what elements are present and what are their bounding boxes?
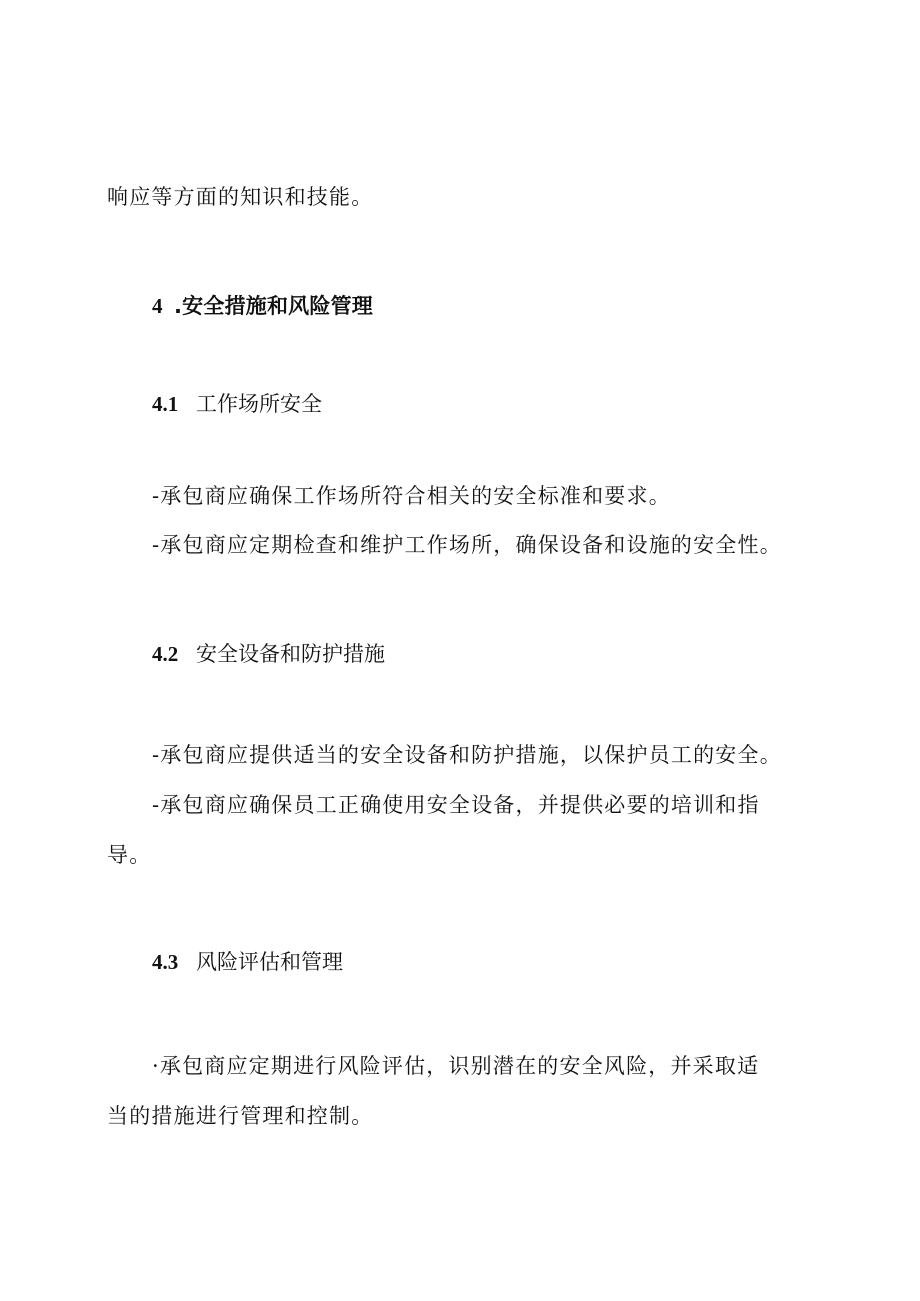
section-heading-4 [152, 292, 373, 320]
subsection-number: 4.1 [152, 392, 179, 416]
list-item: -承包商应提供适当的安全设备和防护措施，以保护员工的安全。 [152, 743, 782, 767]
continuation-paragraph: 响应等方面的知识和技能。 [107, 185, 374, 209]
list-item-continuation: 导。 [107, 843, 152, 867]
list-item-continuation: 当的措施进行管理和控制。 [107, 1104, 374, 1128]
subsection-title: 风险评估和管理 [196, 950, 343, 974]
list-item: -承包商应定期检查和维护工作场所，确保设备和设施的安全性。 [152, 533, 782, 557]
subsection-title: 安全设备和防护措施 [196, 642, 385, 666]
subsection-number: 4.2 [152, 642, 179, 666]
subsection-title: 工作场所安全 [196, 392, 322, 416]
list-item: ·承包商应定期进行风险评估，识别潜在的安全风险，并采取适 [152, 1054, 760, 1078]
list-item: -承包商应确保员工正确使用安全设备，并提供必要的培训和指 [152, 793, 760, 817]
section-title: .安全措施和风险管理 [174, 294, 373, 318]
subsection-heading-4-3 [152, 948, 343, 976]
subsection-heading-4-2 [152, 640, 385, 668]
section-number: 4 [152, 294, 163, 318]
subsection-heading-4-1 [152, 390, 322, 418]
list-item: -承包商应确保工作场所符合相关的安全标准和要求。 [152, 484, 671, 508]
subsection-number: 4.3 [152, 950, 179, 974]
